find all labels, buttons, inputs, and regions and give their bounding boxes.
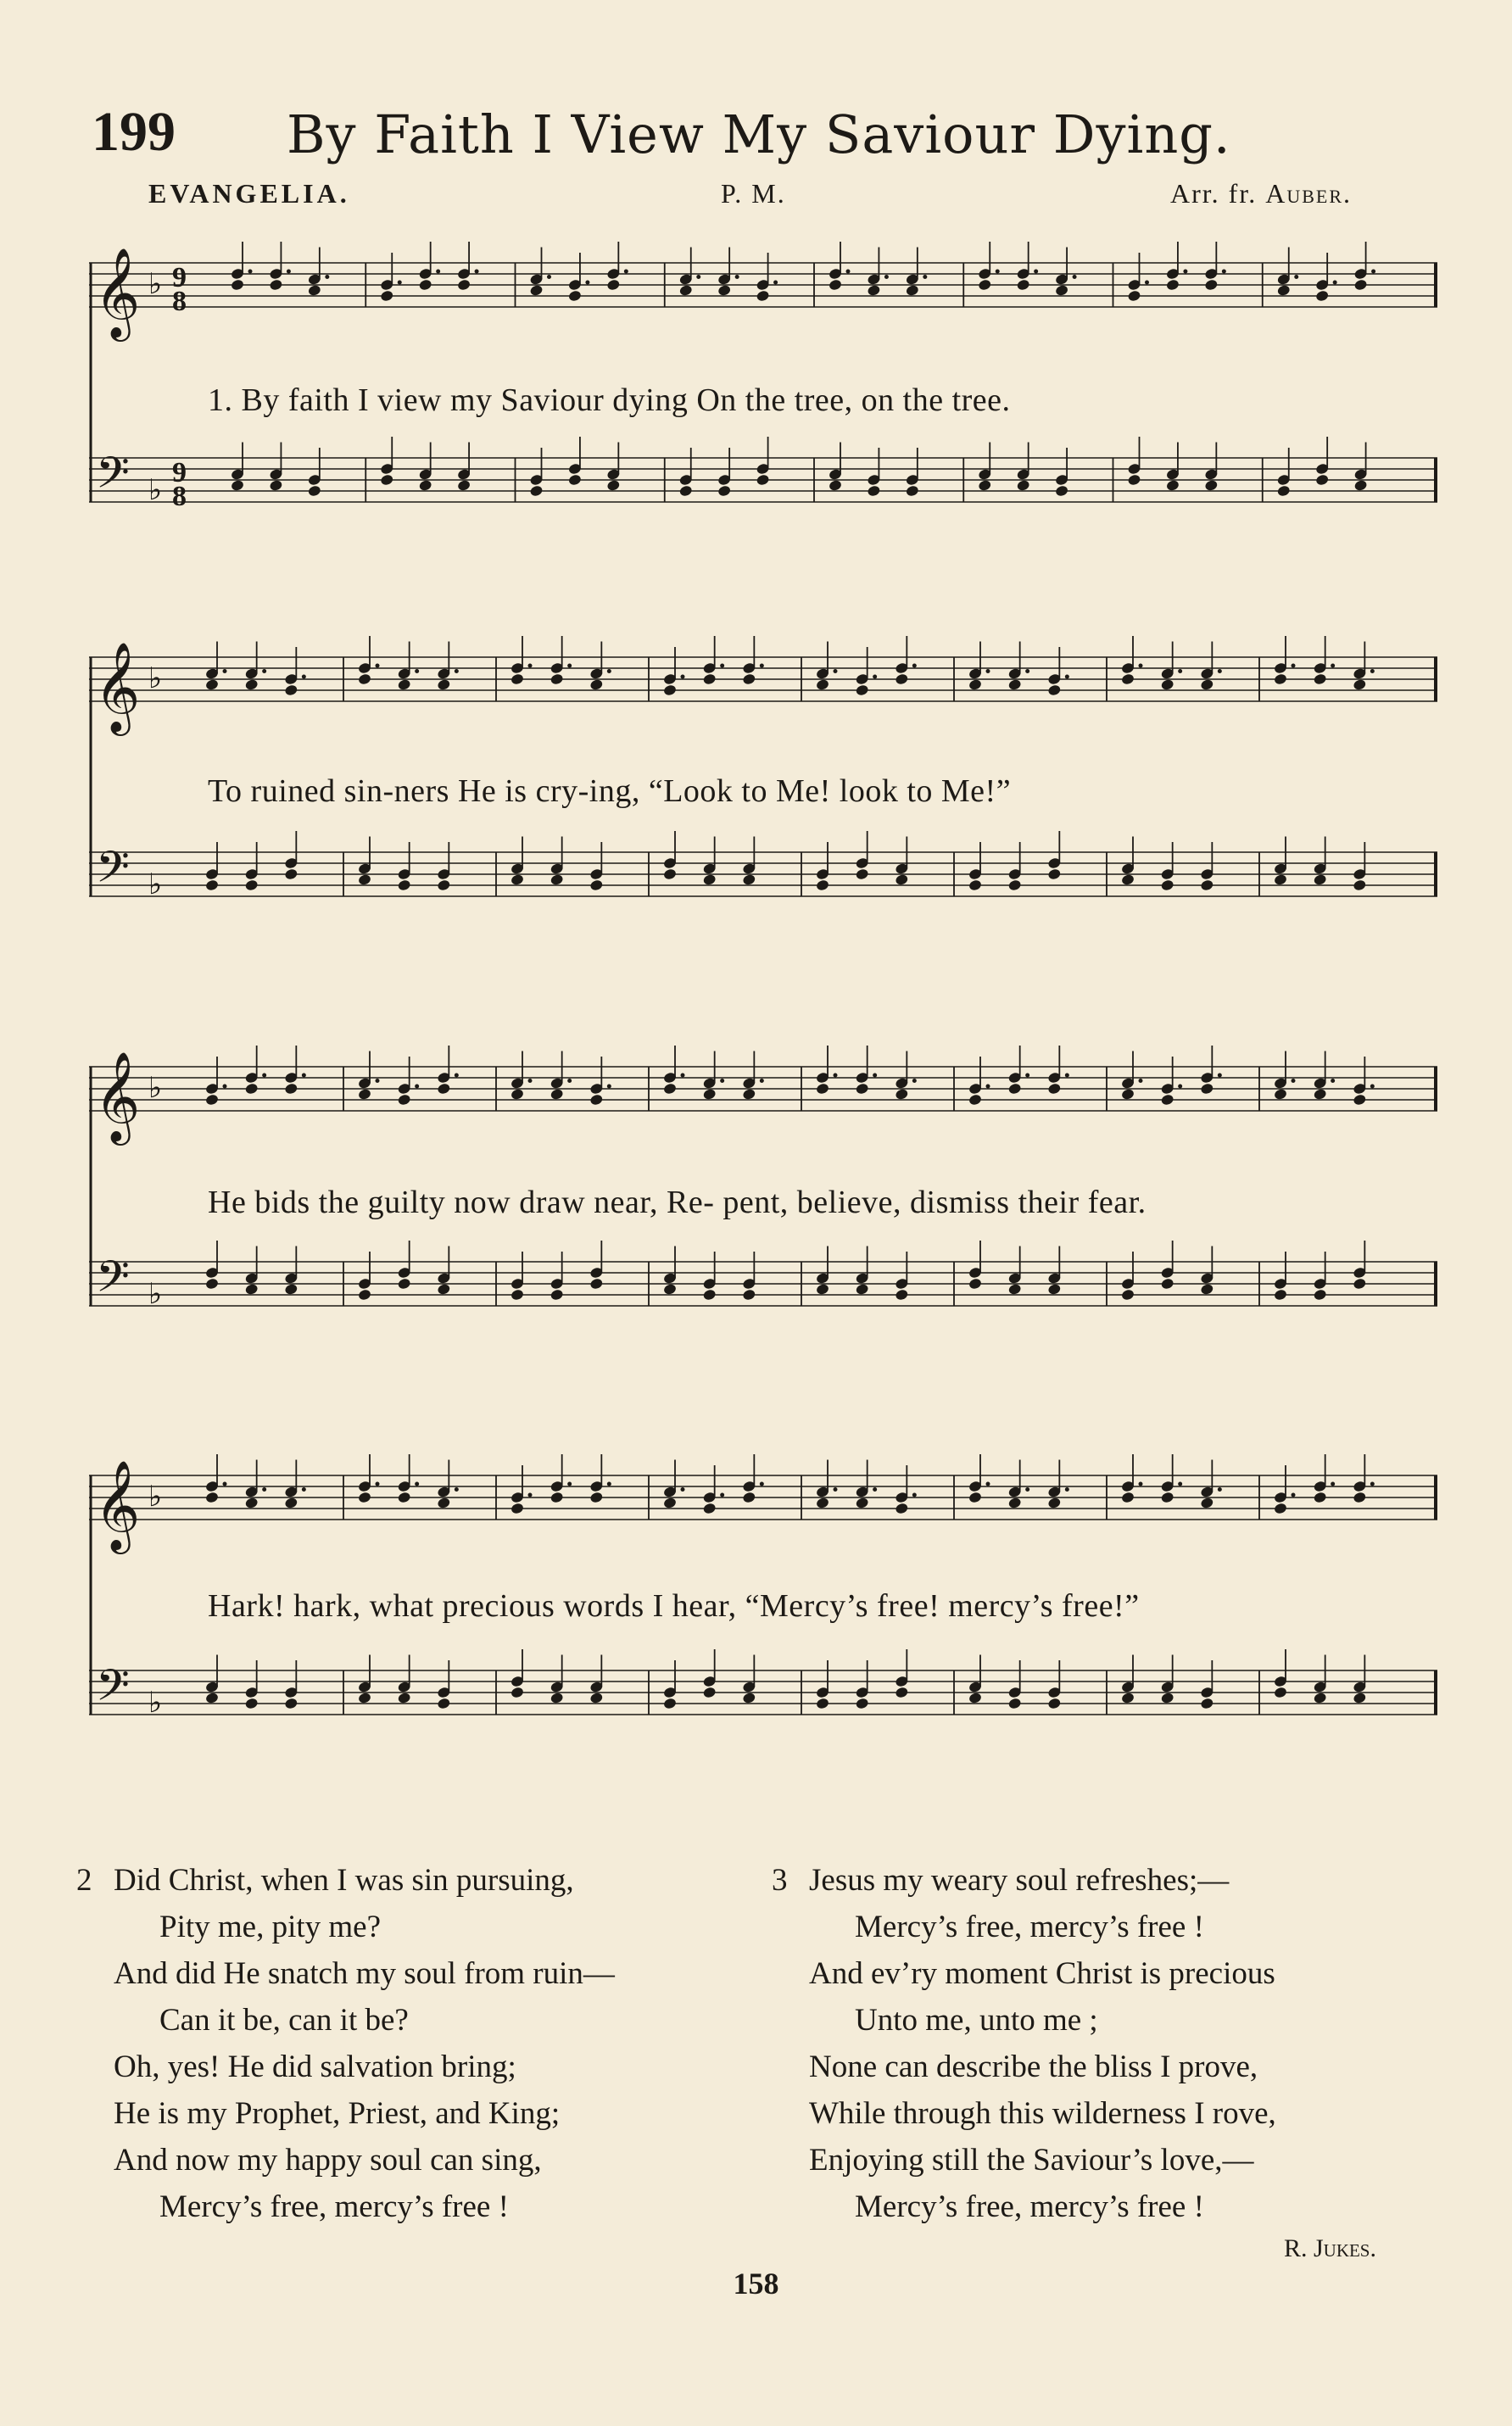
verse-line: Enjoying still the Saviour’s love,— (809, 2143, 1254, 2178)
svg-text:♭: ♭ (148, 867, 163, 901)
verse-3 (772, 1857, 1450, 2230)
svg-text:𝄞: 𝄞 (94, 247, 141, 337)
lyric-line-4: Hark! hark, what precious words I hear, “Mercy’s free! mercy’s free!” (208, 1588, 1140, 1624)
arranger-name: Auber. (1265, 178, 1352, 209)
music-system-4 (89, 1442, 1446, 1815)
svg-text:𝄢: 𝄢 (96, 1251, 130, 1313)
tune-name: EVANGELIA. (148, 178, 350, 209)
hymn-title: By Faith I View My Saviour Dying. (287, 103, 1231, 165)
verse-number: 3 (772, 1863, 788, 1898)
arranger (1170, 178, 1385, 209)
svg-text:♭: ♭ (148, 661, 163, 695)
svg-text:9: 9 (172, 262, 187, 293)
svg-text:𝄢: 𝄢 (96, 841, 130, 903)
author: R. Jukes. (1283, 2234, 1376, 2262)
svg-text:9: 9 (172, 457, 187, 488)
verse-line: He is my Prophet, Priest, and King; (114, 2096, 561, 2131)
hymn-number: 199 (92, 101, 176, 163)
arranger-prefix: Arr. fr. (1170, 178, 1258, 209)
page-number: 158 (733, 2267, 779, 2301)
svg-text:𝄞: 𝄞 (94, 1051, 141, 1141)
verse-line: And ev’ry moment Christ is precious (809, 1956, 1275, 1991)
svg-text:♭: ♭ (148, 267, 163, 301)
svg-text:𝄞: 𝄞 (94, 641, 141, 732)
lyric-line-3: He bids the guilty now draw near, Re- pent, believe, dismiss their fear. (208, 1185, 1147, 1220)
svg-text:8: 8 (172, 481, 187, 512)
verse-line: While through this wilderness I rove, (809, 2096, 1276, 2131)
svg-text:𝄢: 𝄢 (96, 447, 130, 509)
verse-line: Jesus my weary soul refreshes;— (809, 1863, 1230, 1898)
verse-line: Can it be, can it be? (159, 2003, 409, 2038)
verse-line: Mercy’s free, mercy’s free ! (159, 2189, 509, 2224)
music-notation-4 (89, 1442, 1446, 1815)
verse-line: Oh, yes! He did salvation bring; (114, 2050, 516, 2084)
svg-text:♭: ♭ (148, 1071, 163, 1105)
verse-line: Did Christ, when I was sin pursuing, (114, 1863, 574, 1898)
svg-text:♭: ♭ (148, 1480, 163, 1514)
svg-text:♭: ♭ (148, 1686, 163, 1720)
music-notation-2 (89, 623, 1446, 996)
verse-line: None can describe the bliss I prove, (809, 2050, 1258, 2084)
verse-line: Unto me, unto me ; (855, 2003, 1098, 2038)
music-system-1 (89, 229, 1446, 602)
lyric-line-1: 1. By faith I view my Saviour dying On the tree, on the tree. (208, 382, 1011, 418)
svg-text:𝄢: 𝄢 (96, 1659, 130, 1721)
verse-line: And now my happy soul can sing, (114, 2143, 542, 2178)
svg-text:8: 8 (172, 286, 187, 317)
verse-line: And did He snatch my soul from ruin— (114, 1956, 615, 1991)
verse-line: Mercy’s free, mercy’s free ! (855, 1910, 1204, 1944)
verse-number: 2 (76, 1863, 92, 1898)
verse-2 (76, 1857, 755, 2230)
svg-text:𝄞: 𝄞 (94, 1459, 141, 1550)
lyric-line-2: To ruined sin-ners He is cry-ing, “Look to Me! look to Me!” (208, 773, 1012, 809)
music-system-3 (89, 1033, 1446, 1406)
svg-text:♭: ♭ (148, 1277, 163, 1311)
svg-text:♭: ♭ (148, 473, 163, 507)
verse-line: Pity me, pity me? (159, 1910, 382, 1944)
music-system-2 (89, 623, 1446, 996)
meter: P. M. (721, 178, 786, 209)
verse-line: Mercy’s free, mercy’s free ! (855, 2189, 1204, 2224)
